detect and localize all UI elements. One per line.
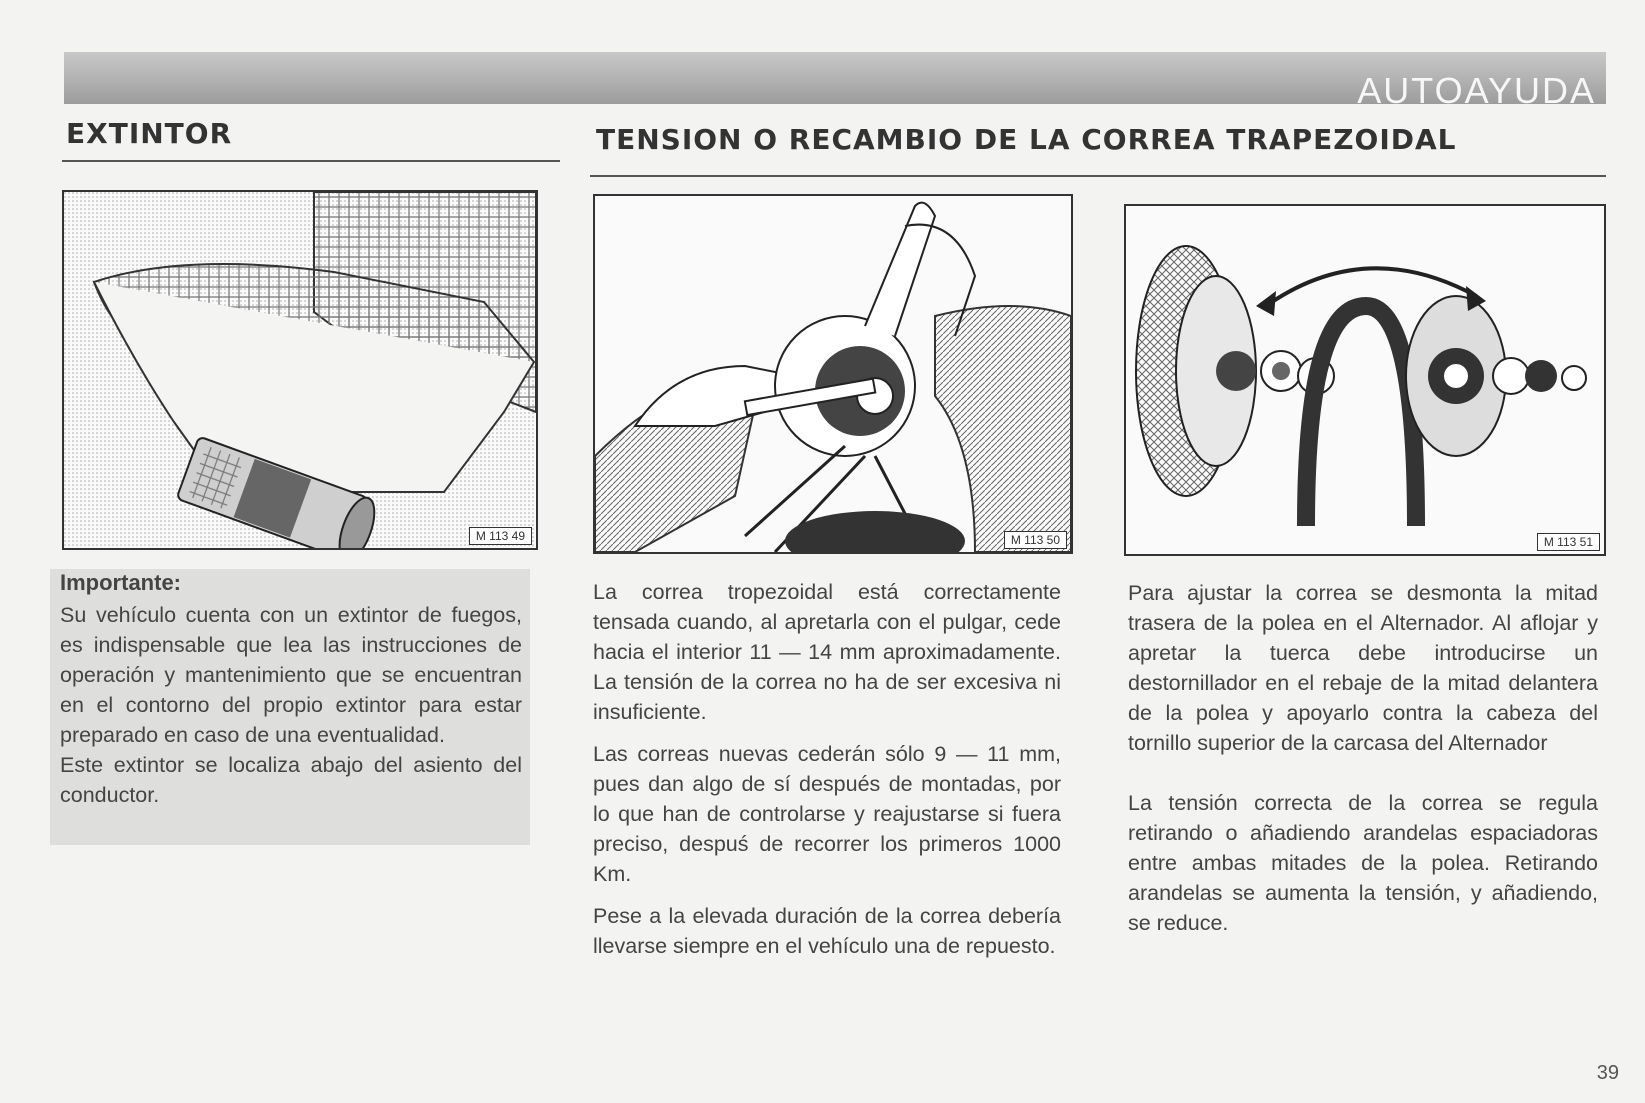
section-banner: [64, 52, 1606, 111]
extintor-heading: EXTINTOR: [66, 117, 233, 150]
belt-tension-illustration: [595, 196, 1071, 552]
belt-tension-figure: [593, 194, 1073, 554]
middle-paragraph-3: Pese a la elevada duración de la correa debería llevarse siempre en el vehículo una de repuesto.: [593, 904, 1061, 958]
important-paragraph-2: Este extintor se localiza abajo del asiento del conductor.: [60, 753, 522, 807]
middle-column-text: [593, 577, 1061, 961]
banner-title: AUTOAYUDA: [1357, 70, 1596, 111]
page-number: 39: [1596, 1062, 1619, 1084]
middle-paragraph-2: Las correas nuevas cederán sólo 9 — 11 mm, pues dan algo de sí después de montadas, por lo que han de controlarse y reajustarse si fuera preciso, despuś de recorrer los primeros 1000 Km.: [593, 742, 1061, 886]
figure-code: M 113 49: [469, 527, 532, 545]
figure-code: M 113 50: [1004, 531, 1067, 549]
extinguisher-figure: [62, 190, 538, 550]
right-paragraph-2: La tensión correcta de la correa se regula retirando o añadiendo arandelas espaciadoras entre ambas mitades de la polea. Retirando arandelas se aumenta la tensión, y añadiendo, se reduce.: [1128, 791, 1598, 935]
right-column-text: [1128, 578, 1598, 938]
right-paragraph-1: Para ajustar la correa se desmonta la mitad trasera de la polea en el Alternador. Al aflojar y apretar la tuerca debe introducirse un destornillador en el rebaje de la mitad delantera de la polea y apoyarlo contra la cabeza del tornillo superior de la carcasa del Alternador: [1128, 581, 1598, 755]
right-heading-rule: [590, 175, 1606, 177]
pulley-illustration: [1126, 206, 1604, 554]
pulley-figure: [1124, 204, 1606, 556]
left-heading-rule: [62, 160, 560, 162]
middle-paragraph-1: La correa tropezoidal está correctamente tensada cuando, al apretarla con el pulgar, cede hacia el interior 11 — 14 mm aproximadamente. La tensión de la correa no ha de ser excesiva ni insuficiente.: [593, 580, 1061, 724]
correa-heading: TENSION O RECAMBIO DE LA CORREA TRAPEZOIDAL: [596, 123, 1457, 156]
important-text: [60, 600, 522, 810]
important-paragraph-1: Su vehículo cuenta con un extintor de fuegos, es indispensable que lea las instrucciones de operación y mantenimiento que se encuentran en el contorno del propio extintor para estar preparado en caso de una eventualidad.: [60, 603, 522, 747]
figure-code: M 113 51: [1537, 533, 1600, 551]
extinguisher-illustration: [64, 192, 536, 548]
important-title: Importante:: [60, 570, 181, 595]
